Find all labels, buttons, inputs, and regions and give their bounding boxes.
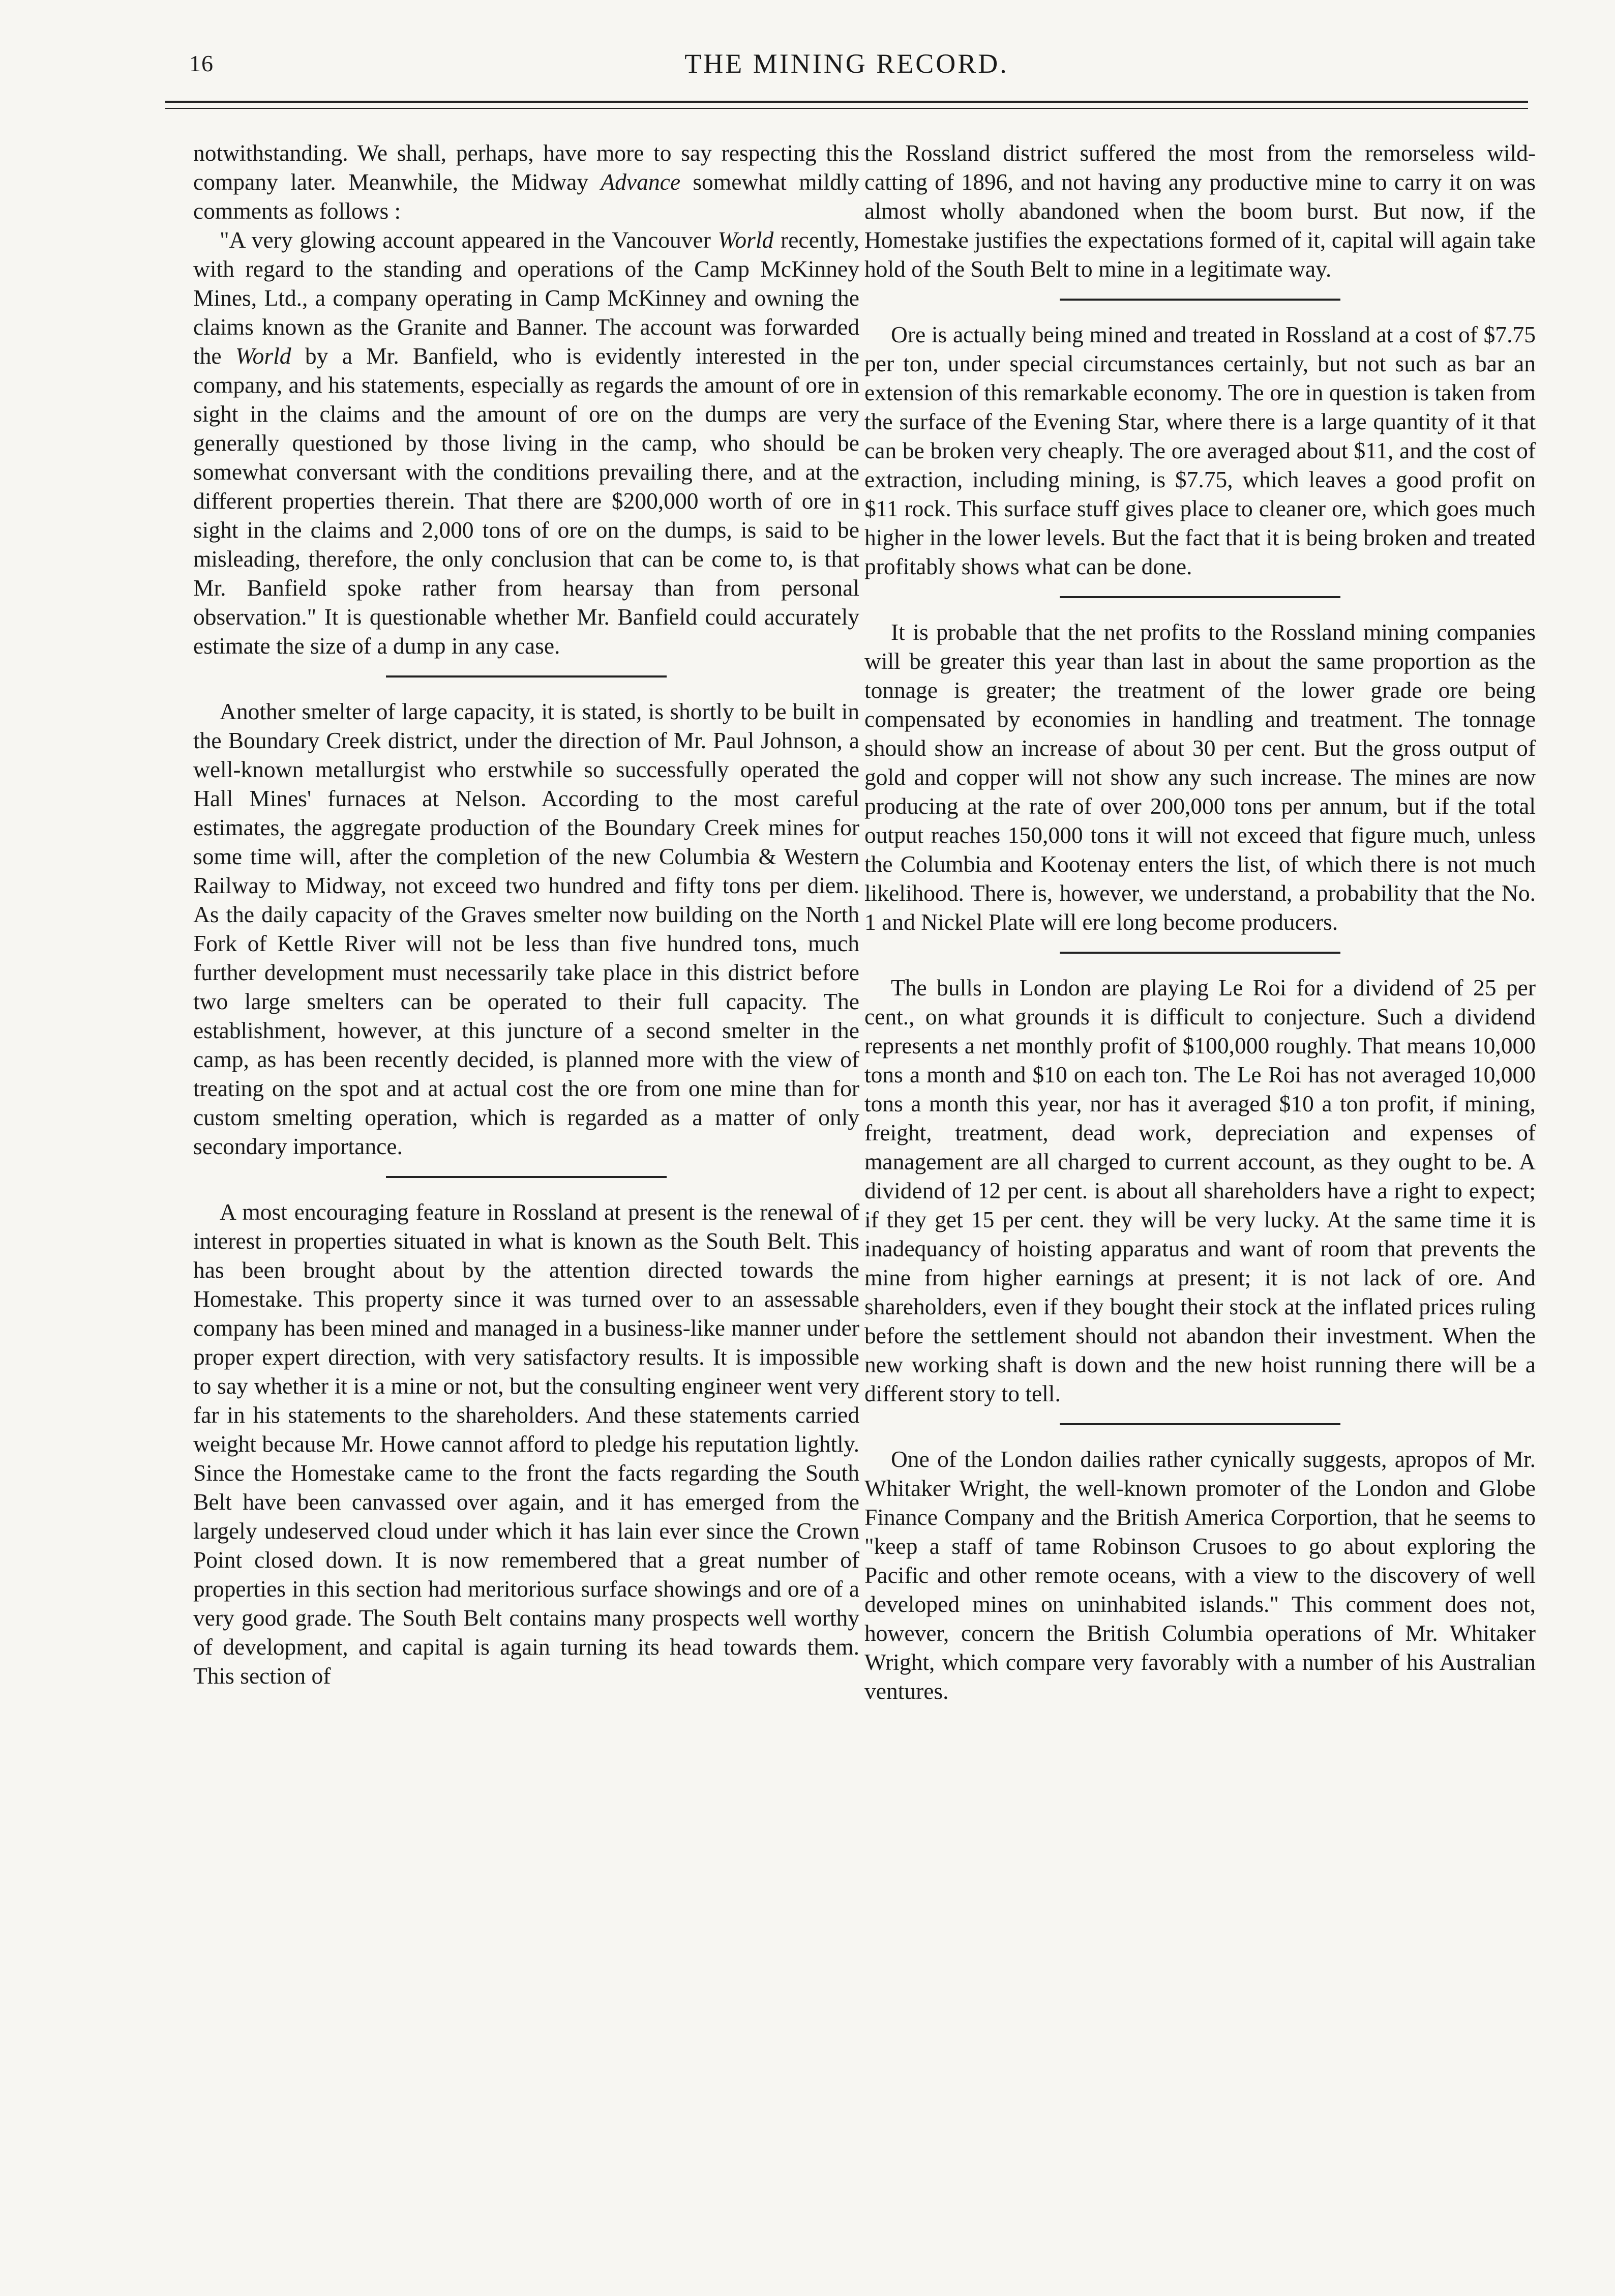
page-header (163, 45, 1531, 91)
page-number: 16 (189, 50, 214, 76)
article-paragraph: It is probable that the net profits to the Rossland mining companies will be greater this year than last in about the same proportion as the tonnage is greater; the treatment of the lower grade ore being compensated by economies in handling and treatment. The tonnage should show an increase of about 30 per cent. But the gross output of gold and copper will not show any such increase. The mines are now producing at the rate of over 200,000 tons per annum, but if the total output reaches 150,000 tons it will not exceed that figure much, unless the Columbia and Kootenay enters the list, of which there is not much likelihood. There is, however, we understand, a probability that the No. 1 and Nickel Plate will ere long become producers. (864, 619, 1536, 935)
article-paragraph: notwithstanding. We shall, perhaps, have more to say respecting this company later. Meanwhile, the Midway Advance somewhat mildly comments as follows : (193, 140, 859, 224)
section-divider (386, 1176, 667, 1178)
quoted-paragraph: "A very glowing account appeared in the Vancouver World recently, with regard to the standing and operations of the Camp McKinney Mines, Ltd., a company operating in Camp McKinney and owning the claims known as the Granite and Banner. The account was forwarded the World by a Mr. Banfield, who is evidently interested in the company, and his statements, especially as regards the amount of ore in sight in the claims and the amount of ore on the dumps are very generally questioned by those living in the camp, who should be somewhat conversant with the conditions prevailing there, and at the different properties therein. That there are $200,000 worth of ore in sight in the claims and 2,000 tons of ore on the dumps, is said to be misleading, therefore, the only conclusion that can be come to, is that Mr. Banfield spoke rather from hearsay than from personal observation." It is questionable whether Mr. Banfield could accurately estimate the size of a dump in any case. (193, 227, 859, 659)
left-column (193, 138, 859, 1690)
article-paragraph: Another smelter of large capacity, it is stated, is shortly to be built in the Boundary Creek district, under the direction of Mr. Paul Johnson, a well-known metallurgist who erstwhile so successfully operated the Hall Mines' furnaces at Nelson. According to the most careful estimates, the aggregate production of the Boundary Creek mines for some time will, after the completion of the new Columbia & Western Railway to Midway, not exceed two hundred and fifty tons per diem. As the daily capacity of the Graves smelter now building on the North Fork of Kettle River will not be less than five hundred tons, much further development must necessarily take place in this district before two large smelters can be operated to their full capacity. The establishment, however, at this juncture of a second smelter in the camp, as has been recently decided, is planned more with the view of treating on the spot and at actual cost the ore from one mine than for custom smelting operation, which is regarded as a matter of only secondary importance. (193, 698, 859, 1159)
section-divider (1060, 1423, 1340, 1425)
header-rule-thin (165, 108, 1528, 109)
section-divider (1060, 299, 1340, 301)
right-column (864, 138, 1536, 1705)
article-paragraph: A most encouraging feature in Rossland at present is the renewal of interest in properties situated in what is known as the South Belt. This has been brought about by the attention directed towards the Homestake. This property since it was turned over to an assessable company has been mined and managed in a business-like manner under proper expert direction, with very satisfactory results. It is impossible to say whether it is a mine or not, but the consulting engineer went very far in his statements to the shareholders. And these statements carried weight because Mr. Howe cannot afford to pledge his reputation lightly. Since the Homestake came to the front the facts regarding the South Belt have been canvassed over again, and it has emerged from the largely undeserved cloud under which it has lain ever since the Crown Point closed down. It is now remembered that a great number of properties in this section had meritorious surface showings and ore of a very good grade. The South Belt contains many prospects well worthy of development, and capital is again turning its head towards them. This section of (193, 1199, 859, 1689)
article-paragraph: The bulls in London are playing Le Roi for a dividend of 25 per cent., on what grounds it is difficult to conjecture. Such a dividend represents a net monthly profit of $100,000 roughly. That means 10,000 tons a month and $10 on each ton. The Le Roi has not averaged 10,000 tons a month this year, nor has it averaged $10 a ton profit, if mining, freight, treatment, dead work, depreciation and expenses of management are all charged to current account, as they ought to be. A dividend of 12 per cent. is about all shareholders have a right to expect; if they get 15 per cent. they will be very lucky. At the same time it is inadequancy of hoisting apparatus and want of room that prevents the mine from higher earnings at present; it is not lack of ore. And shareholders, even if they bought their stock at the inflated prices ruling before the settlement should not abandon their investment. When the new working shaft is down and the new hoist running there will be a different story to tell. (864, 975, 1536, 1406)
italic-publication-name: World (717, 227, 774, 253)
article-paragraph: Ore is actually being mined and treated in Rossland at a cost of $7.75 per ton, under special circumstances certainly, but not such as bar an extension of this remarkable economy. The ore in question is taken from the surface of the Evening Star, where there is a large quantity of it that can be broken very cheaply. The ore averaged about $11, and the cost of extraction, including mining, is $7.75, which leaves a good profit on $11 rock. This surface stuff gives place to cleaner ore, which goes much higher in the lower levels. But the fact that it is being broken and treated profitably shows what can be done. (864, 321, 1536, 579)
section-divider (386, 675, 667, 678)
running-title: THE MINING RECORD. (684, 48, 1009, 79)
section-divider (1060, 952, 1340, 954)
section-divider (1060, 596, 1340, 598)
italic-publication-name: Advance (601, 169, 681, 195)
article-paragraph: One of the London dailies rather cynically suggests, apropos of Mr. Whitaker Wright, the well-known promoter of the London and Globe Finance Company and the British America Corportion, that he seems to "keep a staff of tame Robinson Crusoes to go about exploring the Pacific and other remote oceans, with a view to the discovery of well developed mines on uninhabited islands." This comment does not, however, concern the British Columbia operations of Mr. Whitaker Wright, which compare very favorably with a number of his Australian ventures. (864, 1446, 1536, 1704)
article-paragraph: the Rossland district suffered the most from the remorseless wild-catting of 1896, and not having any productive mine to carry it on was almost wholly abandoned when the boom burst. But now, if the Homestake justifies the expectations formed of it, capital will again take hold of the South Belt to mine in a legitimate way. (864, 140, 1536, 282)
header-rule-thick (165, 101, 1528, 103)
italic-publication-name: World (235, 343, 291, 369)
